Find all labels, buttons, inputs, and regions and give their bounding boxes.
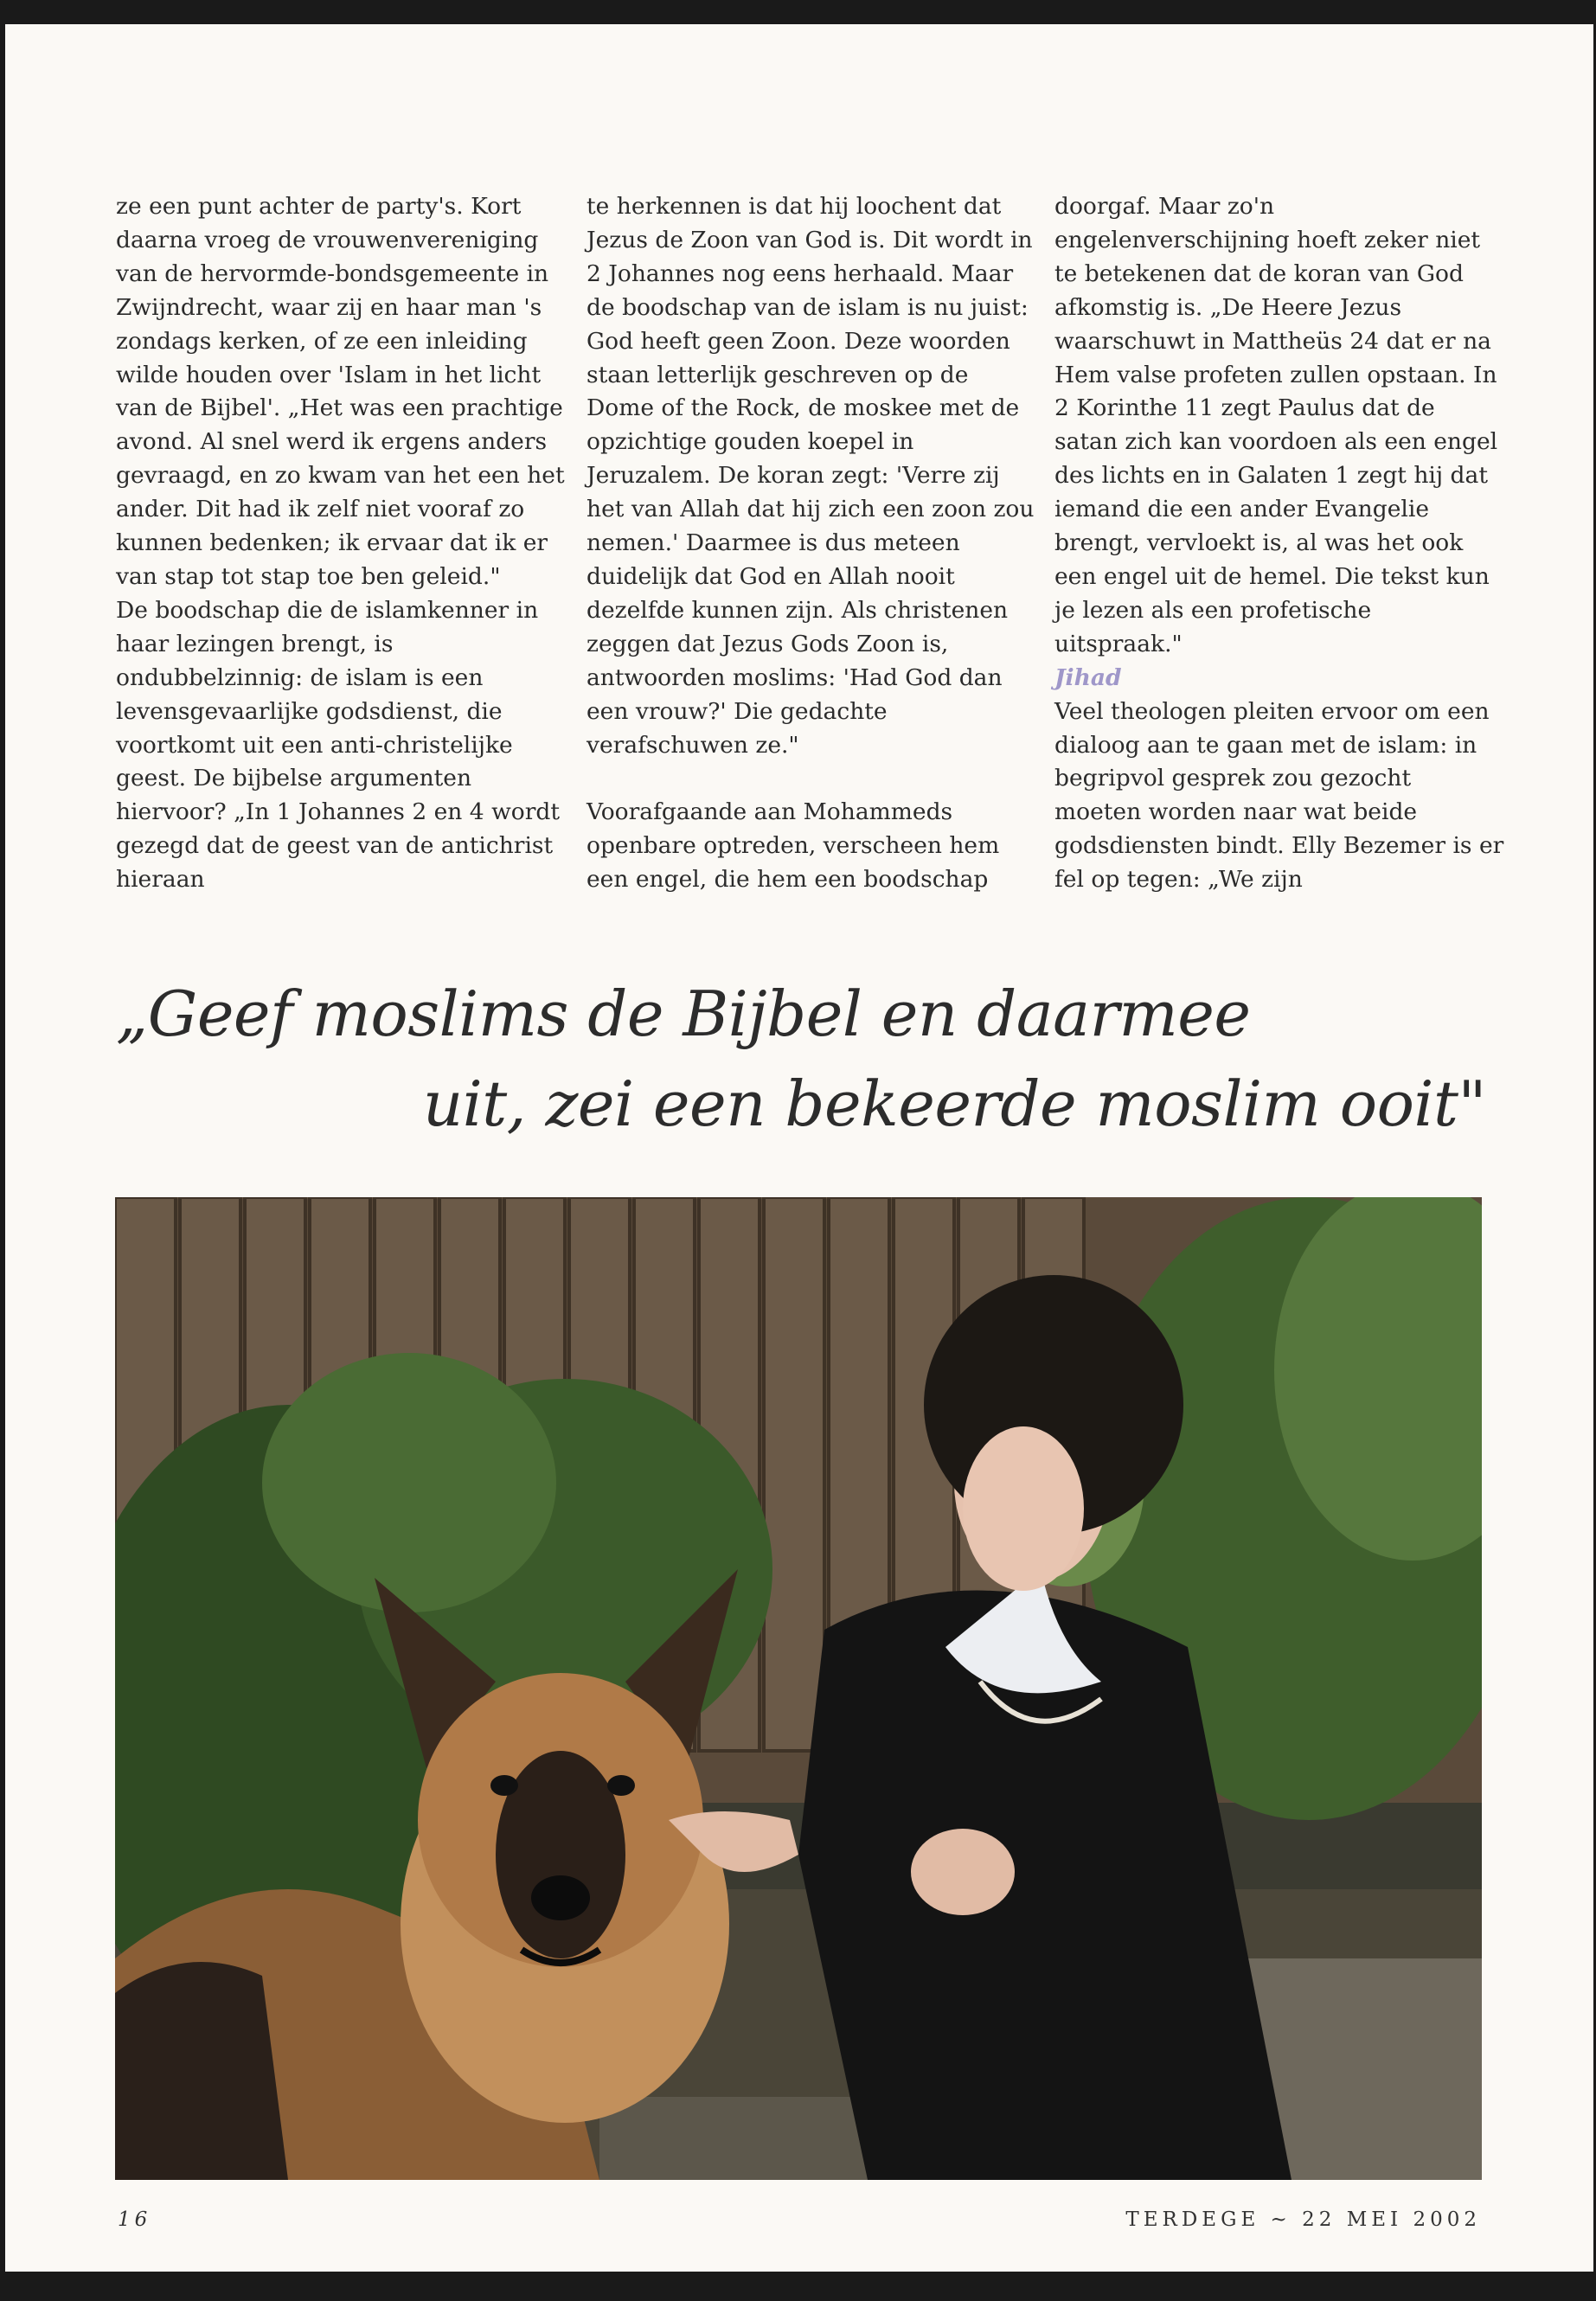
column-3-paragraph-1: doorgaf. Maar zo'n engelenverschijning hoeft zeker niet te betekenen dat de koran van God afkomstig is. „De Heere Jezus waarschuwt in Mattheüs 24 dat er na Hem valse profeten zullen opstaan. In 2 Korinthe 11 zegt Paulus dat de satan zich kan voordoen als een engel des lichts en in Galaten 1 zegt hij dat iemand die een ander Evangelie brengt, vervloekt is, al was het ook een engel uit de hemel. Die tekst kun je lezen als een profetische uitspraak."	[1054, 193, 1498, 657]
pull-quote-line-2: uit, zei een bekeerde moslim ooit"	[422, 1067, 1486, 1140]
article-photo	[115, 1197, 1482, 2180]
page-number: 16	[118, 2208, 152, 2231]
column-2-paragraph-1: te herkennen is dat hij loochent dat Jezus de Zoon van God is. Dit wordt in 2 Johannes nog eens herhaald. Maar de boodschap van de islam is nu juist: God heeft geen Zoon. Deze woorden staan letterlijk geschreven op de Dome of the Rock, de moskee met de opzichtige gouden koepel in Jeruzalem. De koran zegt: 'Verre zij het van Allah dat hij zich een zoon zou nemen.' Daarmee is dus meteen duidelijk dat God en Allah nooit dezelfde kunnen zijn. Als christenen zeggen dat Jezus Gods Zoon is, antwoorden moslims: 'Had God dan een vrouw?' Die gedachte verafschuwen ze."	[586, 193, 1035, 759]
column-2-paragraph-2: Voorafgaande aan Mohammeds openbare optreden, verscheen hem een engel, die hem een boodschap	[586, 798, 1000, 894]
section-subheading: Jihad	[1054, 663, 1122, 691]
column-1-paragraph-2: De boodschap die de islamkenner in haar lezingen brengt, is ondubbelzinnig: de islam is een levensgevaarlijke godsdienst, die voortkomt uit een anti-christelijke geest. De bijbelse argumenten hiervoor? „In 1 Johannes 2 en 4 wordt gezegd dat de geest van de antichrist hieraan	[116, 596, 560, 894]
text-column-1	[116, 190, 566, 897]
column-1-paragraph-1: ze een punt achter de party's. Kort daarna vroeg de vrouwenvereniging van de hervormde-bondsgemeente in Zwijndrecht, waar zij en haar man 's zondags kerken, of ze een inleiding wilde houden over 'Islam in het licht van de Bijbel'. „Het was een prachtige avond. Al snel werd ik ergens anders gevraagd, en zo kwam van het een het ander. Dit had ik zelf niet vooraf zo kunnen bedenken; ik ervaar dat ik er van stap tot stap toe ben geleid."	[116, 193, 565, 590]
pull-quote-line-1: „Geef moslims de Bijbel en daarmee	[116, 977, 1251, 1050]
text-column-2	[586, 190, 1036, 897]
magazine-date-footer: TERDEGE ~ 22 MEI 2002	[1125, 2208, 1481, 2231]
text-column-3	[1054, 190, 1504, 897]
magazine-page	[5, 24, 1593, 2272]
column-3-paragraph-2: Veel theologen pleiten ervoor om een dialoog aan te gaan met de islam: in begripvol gesprek zou gezocht moeten worden naar wat beide godsdiensten bindt. Elly Bezemer is er fel op tegen: „We zijn	[1054, 697, 1504, 894]
